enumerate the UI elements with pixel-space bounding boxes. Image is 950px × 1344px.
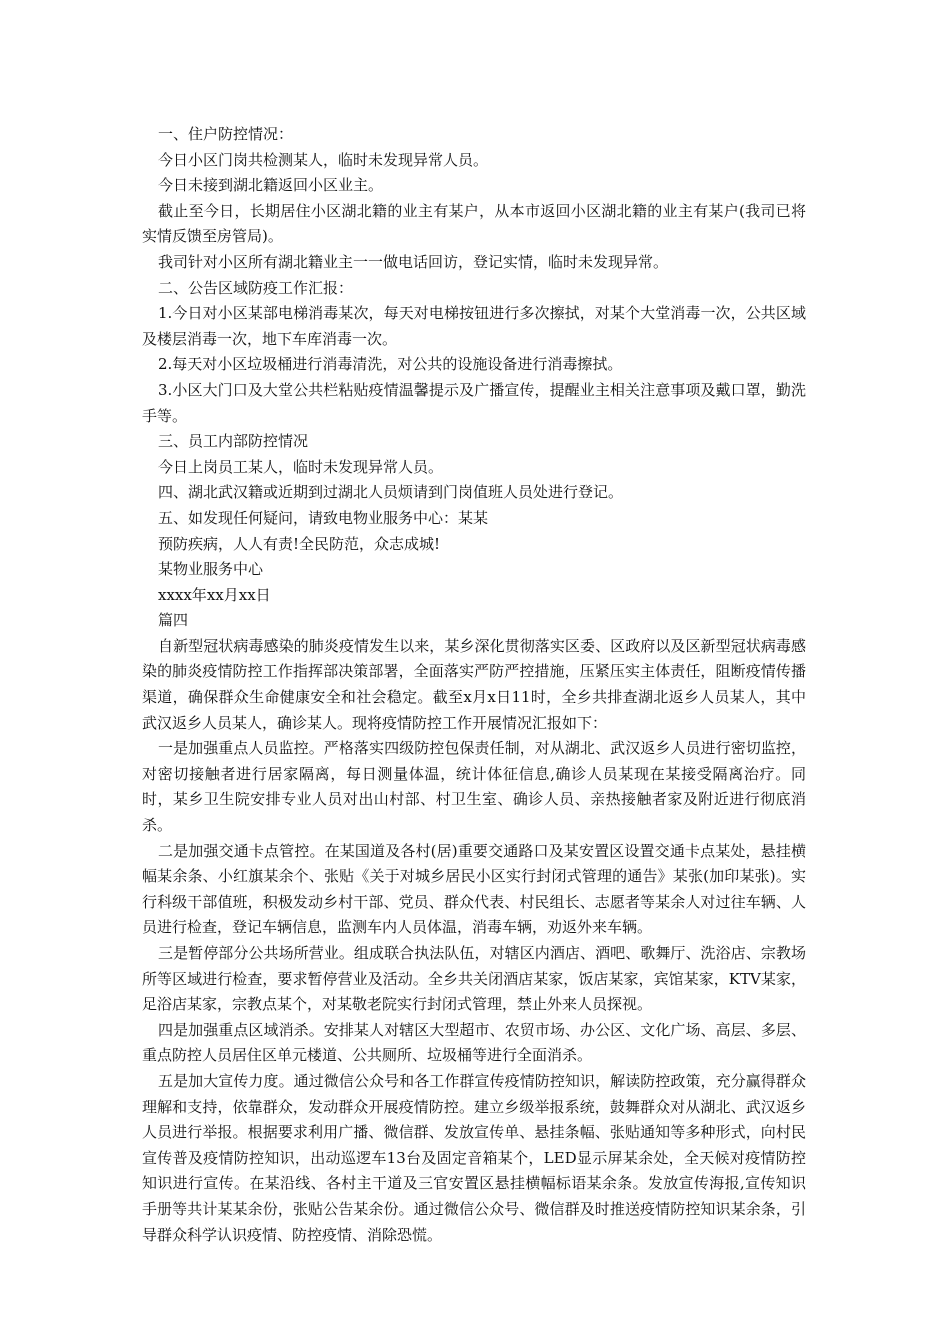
signature-date: xxxx年xx月xx日 xyxy=(158,585,271,604)
section-heading-contact: 五、如发现任何疑问，请致电物业服务中心：某某 xyxy=(158,508,489,527)
paragraph: 二是加强交通卡点管控。在某国道及各村(居)重要交通路口及某安置区设置交通卡点某处，悬挂横幅某余条、小红旗某余个、张贴《关于对城乡居民小区实行封闭式管理的通告》某张(加印某张)。实行科级干部值班，积极发动乡村干部、党员、群众代表、村民组长、志愿者等某余人对过往车辆、人员进行检查，登记车辆信息，监测车内人员体温，消毒车辆，劝返外来车辆。 xyxy=(142,841,806,937)
paragraph: 五是加大宣传力度。通过微信公众号和各工作群宣传疫情防控知识，解读防控政策，充分赢得群众理解和支持，依靠群众，发动群众开展疫情防控。建立乡级举报系统，鼓舞群众对从湖北、武汉返乡人员进行举报。根据要求利用广播、微信群、发放宣传单、悬挂条幅、张贴通知等多种形式，向村民宣传普及疫情防控知识，出动巡逻车13台及固定音箱某个，LED显示屏某余处，全天候对疫情防控知识进行宣传。在某沿线、各村主干道及三官安置区悬挂横幅标语某余条。发放宣传海报,宣传知识手册等共计某某余份，张贴公告某余份。通过微信公众号、微信群及时推送疫情防控知识某余条，引导群众科学认识疫情、防控疫情、消除恐慌。 xyxy=(142,1071,806,1244)
paragraph: 自新型冠状病毒感染的肺炎疫情发生以来，某乡深化贯彻落实区委、区政府以及区新型冠状病毒感染的肺炎疫情防控工作指挥部决策部署，全面落实严防严控措施，压紧压实主体责任，阻断疫情传播渠道，确保群众生命健康安全和社会稳定。截至x月x日11时，全乡共排查湖北返乡人员某人，其中武汉返乡人员某人，确诊某人。现将疫情防控工作开展情况汇报如下： xyxy=(142,636,806,732)
list-item: 2.每天对小区垃圾桶进行消毒清洗，对公共的设施设备进行消毒擦拭。 xyxy=(158,355,623,374)
section-heading-staff: 三、员工内部防控情况 xyxy=(158,432,309,451)
slogan: 预防疾病，人人有责!全民防范，众志成城! xyxy=(158,534,441,553)
paragraph: 今日上岗员工某人，临时未发现异常人员。 xyxy=(158,457,444,476)
section-heading-public-areas: 二、公告区域防疫工作汇报： xyxy=(158,278,354,297)
paragraph: 今日未接到湖北籍返回小区业主。 xyxy=(158,176,384,195)
signature-organization: 某物业服务中心 xyxy=(158,560,264,579)
paragraph: 一是加强重点人员监控。严格落实四级防控包保责任制，对从湖北、武汉返乡人员进行密切监控，对密切接触者进行居家隔离，每日测量体温，统计体征信息,确诊人员某现在某接受隔离治疗。同时，某乡卫生院安排专业人员对出山村部、村卫生室、确诊人员、亲热接触者家及附近进行彻底消杀。 xyxy=(142,739,806,835)
list-item: 3.小区大门口及大堂公共栏粘贴疫情温馨提示及广播宣传，提醒业主相关注意事项及戴口罩，勤洗手等。 xyxy=(142,380,806,425)
document-body xyxy=(142,122,806,1248)
section-heading-registration: 四、湖北武汉籍或近期到过湖北人员烦请到门岗值班人员处进行登记。 xyxy=(158,483,624,502)
paragraph: 四是加强重点区域消杀。安排某人对辖区大型超市、农贸市场、办公区、文化广场、高层、多层、重点防控人员居住区单元楼道、公共厕所、垃圾桶等进行全面消杀。 xyxy=(142,1020,806,1065)
list-item: 1.今日对小区某部电梯消毒某次，每天对电梯按钮进行多次擦拭，对某个大堂消毒一次，公共区域及楼层消毒一次，地下车库消毒一次。 xyxy=(142,304,806,348)
paragraph: 我司针对小区所有湖北籍业主一一做电话回访，登记实情，临时未发现异常。 xyxy=(158,252,669,271)
section-heading-residents: 一、住户防控情况： xyxy=(158,125,294,143)
part-heading: 篇四 xyxy=(158,611,189,630)
paragraph: 今日小区门岗共检测某人，临时未发现异常人员。 xyxy=(158,150,489,169)
paragraph: 三是暂停部分公共场所营业。组成联合执法队伍，对辖区内酒店、酒吧、歌舞厅、洗浴店、宗教场所等区域进行检查，要求暂停营业及活动。全乡共关闭酒店某家，饭店某家，宾馆某家，KTV某家，足浴店某家，宗教点某个，对某敬老院实行封闭式管理，禁止外来人员探视。 xyxy=(142,944,806,1014)
paragraph: 截止至今日，长期居住小区湖北籍的业主有某户，从本市返回小区湖北籍的业主有某户(我司已将实情反馈至房管局)。 xyxy=(142,201,806,246)
